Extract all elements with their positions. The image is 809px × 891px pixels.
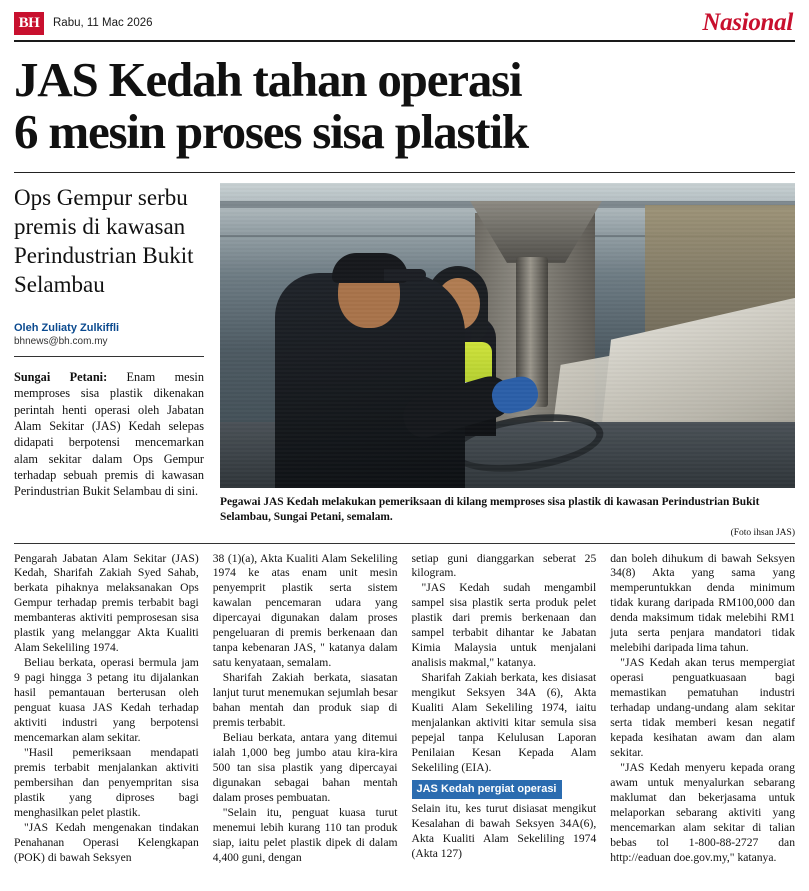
headline-line-1: JAS Kedah tahan operasi [14,52,522,107]
section-label: Nasional [702,9,793,36]
paragraph: dan boleh dihukum di bawah Seksyen 34(8) Akta yang sama yang memperuntukkan denda minimum tidak kurang daripada RM100,000 dan denda maksimum tidak melebihi RM1 juta serta penjara mandatori tidak melebihi daripada lima tahun. [610,551,795,655]
paragraph: Selain itu, kes turut disiasat mengikut Kesalahan di bawah Seksyen 34A(6), Akta Kualiti Alam Sekeliling 1974 (Akta 127) [411,802,597,860]
paragraph: "JAS Kedah mengenakan tindakan Penahanan Operasi Kelengkapan (POK) di bawah Seksyen [14,820,199,864]
kicker-text: Ops Gempur serbu premis di kawasan Perindustrian Bukit Selambau [14,184,194,298]
upper-block [14,183,795,538]
paragraph: Beliau berkata, antara yang ditemui ialah 1,000 beg jumbo atau kira-kira 500 tan sisa plastik yang dipercayai digunakan sebagai bahan mentah dalam proses pembuatan. [212,730,398,804]
section-subhead: JAS Kedah pergiat operasi [412,780,562,799]
kicker-column [14,183,204,538]
paragraph: "JAS Kedah menyeru kepada orang awam untuk menyalurkan sebarang maklumat dan bekerjasama untuk melaporkan sebarang aktiviti yang mencemarkan alam sekitar di talian bebas tol 1-800-88-2727 dan http://eaduan doe.gov.my," katanya. [610,760,795,864]
paragraph: Sharifah Zakiah berkata, kes disiasat mengikut Seksyen 34A (6), Akta Kualiti Alam Sekeliling 1974, iaitu menjalankan aktiviti kitar semula sisa pepejal tanpa Kelulusan Laporan Penilaian Kesan Kepada Alam Sekeliling (EIA). [411,671,597,774]
article-column-4 [610,552,795,866]
photo-column [220,183,795,538]
paragraph: "Hasil pemeriksaan mendapati premis terbabit menjalankan aktiviti pembersihan dan penyempritan sisa plastik yang diproses bagi menghasilkan pelet plastik. [14,745,199,819]
paragraph: Sharifah Zakiah berkata, siasatan lanjut turut menemukan sejumlah besar bahan mentah dan produk siap di premis terbabit. [212,671,398,730]
paragraph: setiap guni dianggarkan seberat 25 kilogram. [411,551,597,580]
lead-text: Enam mesin memproses sisa plastik dikenakan perintah henti operasi oleh Jabatan Alam Sekitar (JAS) Kedah selepas didapati berpotensi mencemarkan alam sekitar dalam Ops Gempur terhadap sebuah premis di kawasan Perindustrian Bukit Selambau di sini. [14,369,204,499]
headline-line-2: 6 mesin proses sisa plastik [14,103,528,159]
paragraph: "Selain itu, penguat kuasa turut menemui lebih kurang 110 tan produk siap, iaitu pelet plastik dipek di dalam 4,400 guni, dengan [212,805,398,864]
article-column-2 [213,552,398,866]
masthead [14,0,795,42]
byline-email: bhnews@bh.com.my [14,335,108,347]
paragraph: "JAS Kedah akan terus mempergiat operasi penguatkuasaan bagi memastikan pematuhan industri terhadap undang-undang alam sekitar serta tidak memberi kesan negatif kepada kesihatan awam dan alam sekitar. [610,656,795,759]
masthead-left [14,12,153,35]
article-body [14,552,795,866]
page-title [14,54,795,158]
article-column-3 [412,552,597,866]
photo-caption: Pegawai JAS Kedah melakukan pemeriksaan di kilang memproses sisa plastik di kawasan Perindustrian Bukit Selambau, Sungai Petani, semalam. [220,495,760,523]
paragraph: Beliau berkata, operasi bermula jam 9 pagi hingga 3 petang itu dijalankan hasil pemantauan berterusan oleh penguat kuasa JAS Kedah terhadap aktiviti industri yang berpotensi mencemarkan alam sekitar. [14,656,199,744]
body-divider [14,543,795,544]
publication-date: Rabu, 11 Mac 2026 [53,17,153,29]
paragraph: 38 (1)(a), Akta Kualiti Alam Sekeliling 1974 ke atas enam unit mesin penyemprit plastik serta sistem kawalan pencemaran udara yang dipercayai digunakan dalam proses pengeluaran di premis berkenaan dan tanpa kebenaran JAS, " katanya dalam satu kenyataan, semalam. [212,551,398,670]
paragraph: "JAS Kedah sudah mengambil sampel sisa plastik serta produk pelet plastik dari premis berkenaan dan sampel terbabit dihantar ke Jabatan Kimia Malaysia untuk menjalani analisis makmal," katanya. [411,581,597,670]
lead-paragraph [14,369,204,500]
photo-officer-male-cap [332,253,408,283]
paragraph: Pengarah Jabatan Alam Sekitar (JAS) Kedah, Sharifah Zakiah Syed Sahab, berkata pihaknya melaksanakan Ops Gempur terhadap premis terbabit bagi membanteras aktiviti pemprosesan sisa plastik yang melanggar Akta Kualiti Alam Sekeliling 1974. [14,551,199,655]
article-column-1 [14,552,199,866]
headline-divider [14,172,795,173]
kicker-divider [14,356,204,357]
news-photo-jas-inspection [220,183,795,488]
dateline: Sungai Petani: [14,369,108,384]
berita-harian-logo: BH [14,12,44,35]
byline-author: Oleh Zuliaty Zulkiffli [14,321,120,334]
photo-credit: (Foto ihsan JAS) [730,527,795,538]
